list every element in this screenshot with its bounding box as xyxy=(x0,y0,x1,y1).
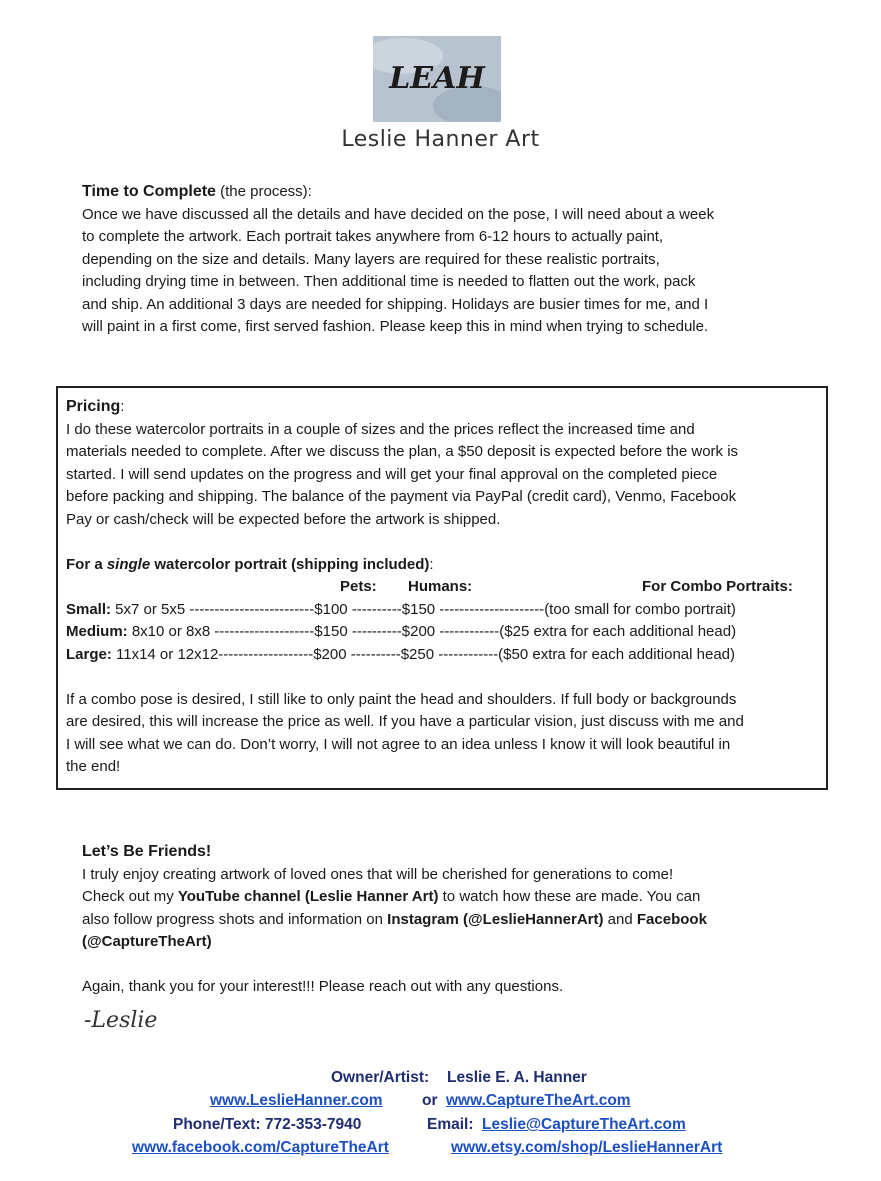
leah-logo xyxy=(373,36,501,122)
facebook-link[interactable]: www.facebook.com/CaptureTheArt xyxy=(132,1139,389,1156)
combo-note-line: the end! xyxy=(66,758,121,775)
combo-header: For Combo Portraits: xyxy=(642,578,793,595)
combo-note-line: are desired, this will increase the price as well. If you have a particular vision, just discuss with me and xyxy=(66,713,744,730)
time-line: including drying time in between. Then additional time is needed to flatten out the work, pack xyxy=(82,273,696,290)
lesliehanner-link[interactable]: www.LeslieHanner.com xyxy=(210,1092,383,1109)
logo-artwork xyxy=(373,36,501,122)
email-label: Email: xyxy=(427,1116,474,1133)
time-line: depending on the size and details. Many layers are required for these realistic portraits, xyxy=(82,250,660,268)
time-line: to complete the artwork. Each portrait takes anywhere from 6-12 hours to actually paint, xyxy=(82,228,664,245)
price-row-large: Large: 11x14 or 12x12-------------------$200 ----------$250 ------------($50 extra for each additional head) xyxy=(66,645,736,663)
pricing-line: I do these watercolor portraits in a couple of sizes and the prices reflect the increased time and xyxy=(66,420,695,438)
time-line: and ship. An additional 3 days are needed for shipping. Holidays are busier times for me, and I xyxy=(82,295,709,313)
youtube-channel: YouTube channel (Leslie Hanner Art) xyxy=(177,888,439,905)
price-row-small: Small: 5x7 or 5x5 -------------------------$100 ----------$150 ---------------------(too small for combo portrait) xyxy=(66,600,736,618)
price-row-medium: Medium: 8x10 or 8x8 --------------------$150 ----------$200 ------------($25 extra for each additional head) xyxy=(66,623,737,640)
friends-line: Check out my YouTube channel (Leslie Hanner Art) to watch how these are made. You can xyxy=(82,888,701,905)
combo-note-line: I will see what we can do. Don’t worry, I will not agree to an idea unless I know it will look beautiful in xyxy=(66,735,731,753)
phone-text: Phone/Text: 772-353-7940 xyxy=(173,1116,362,1133)
combo-note-line: If a combo pose is desired, I still like to only paint the head and shoulders. If full body or backgrounds xyxy=(66,690,737,708)
facebook-handle: (@CaptureTheArt) xyxy=(82,933,212,950)
brand-title: Leslie Hanner Art xyxy=(341,127,540,152)
facebook-label: Facebook xyxy=(636,910,707,928)
time-to-complete-section xyxy=(82,181,822,339)
price-column-headers xyxy=(66,576,824,599)
owner-label: Owner/Artist: xyxy=(331,1069,430,1086)
thanks-line: Again, thank you for your interest!!! Please reach out with any questions. xyxy=(82,978,564,995)
time-line: Once we have discussed all the details and have decided on the pose, I will need about a week xyxy=(82,205,715,223)
instagram-handle: Instagram (@LeslieHannerArt) xyxy=(387,910,604,928)
pricing-line: materials needed to complete. After we discuss the plan, a $50 deposit is expected before the work is xyxy=(66,443,739,460)
time-heading: Time to Complete xyxy=(82,183,216,200)
friends-line: I truly enjoy creating artwork of loved ones that will be cherished for generations to come! xyxy=(82,865,674,883)
pricing-box xyxy=(56,386,828,790)
or-text: or xyxy=(422,1092,438,1109)
etsy-link[interactable]: www.etsy.com/shop/LeslieHannerArt xyxy=(451,1139,723,1156)
logo-text: LEAH xyxy=(389,61,485,96)
humans-header: Humans: xyxy=(408,578,473,595)
friends-heading: Let’s Be Friends! xyxy=(82,843,212,860)
friends-line: also follow progress shots and information on Instagram (@LeslieHannerArt) and Facebook xyxy=(82,910,707,928)
capturetheart-link[interactable]: www.CaptureTheArt.com xyxy=(446,1092,631,1109)
pricing-line: Pay or cash/check will be expected before the artwork is shipped. xyxy=(66,510,501,528)
pricing-line: started. I will send updates on the progress and will get your final approval on the completed piece xyxy=(66,465,718,483)
table-title: For a single watercolor portrait (shipping included): xyxy=(66,555,434,573)
owner-name: Leslie E. A. Hanner xyxy=(447,1069,587,1086)
pricing-line: before packing and shipping. The balance of the payment via PayPal (credit card), Venmo, Facebook xyxy=(66,488,737,505)
pricing-heading: Pricing xyxy=(66,398,121,415)
signature: -Leslie xyxy=(84,1008,158,1033)
friends-section xyxy=(82,841,822,999)
email-link[interactable]: Leslie@CaptureTheArt.com xyxy=(482,1116,686,1133)
time-subheading: (the process): xyxy=(215,183,312,200)
pricing-colon: : xyxy=(120,398,125,415)
pets-header: Pets: xyxy=(340,578,377,595)
time-line: will paint in a first come, first served fashion. Please keep this in mind when trying to schedule. xyxy=(82,318,709,335)
